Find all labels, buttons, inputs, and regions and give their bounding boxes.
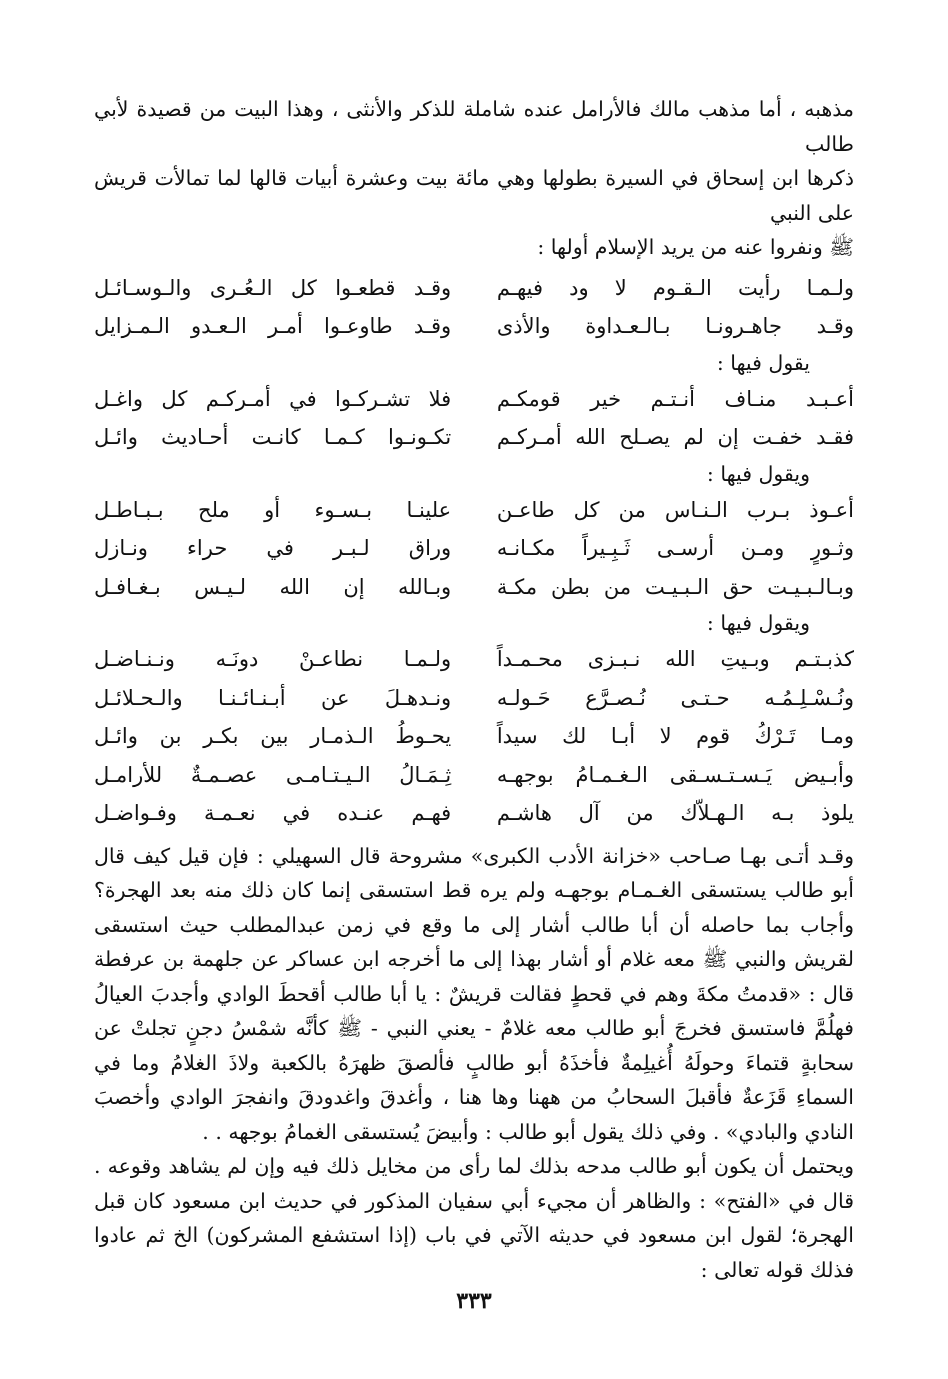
- verse-first-hemistich: ولـمـا رأيت الـقـوم لا ود فيهـم: [496, 275, 854, 300]
- verse-intro: ويقول فيها :: [706, 611, 810, 635]
- verse-second-hemistich: وقـد طاوعـوا أمـر الـعـدو الـمـزايل: [94, 314, 452, 338]
- verse-second-hemistich: ولـمـا نطاعـنْ دونَـه ونـنـاضـل: [94, 647, 452, 671]
- commentary: [94, 839, 854, 1288]
- verse-first-hemistich: وقـد جاهـرونـا بـالـعـداوة والأذى: [496, 314, 854, 338]
- verse-second-hemistich: ونـدهـلَ عن أبـنـائـنـا والـحـلائـل: [94, 685, 452, 710]
- verse-first-hemistich: ومـا تَـرْكُ قوم لا أبـا لك سيداً: [496, 724, 854, 748]
- intro-line: ذكرها ابن إسحاق في السيرة بطولها وهي مائة بيت وعشرة أبيات قالها لما تمالأت قريش على النبي: [94, 166, 854, 225]
- poem-verse: [94, 794, 854, 833]
- intro-line: ﷺ ونفروا عنه من يريد الإسلام أولها :: [537, 235, 854, 259]
- verse-second-hemistich: يحـوطُ الـذمـار بين بكـر بن وائـل: [94, 724, 452, 748]
- verse-first-hemistich: يلوذ بـه الـهـلاّك من آل هاشـم: [496, 801, 854, 825]
- verse-second-hemistich: فلا تشـركـوا في أمـركـم كل واغـل: [94, 386, 452, 411]
- poem-verse: [94, 679, 854, 718]
- verse-first-hemistich: وأبـيض يَـسـتـسـقى الـغـمـامُ بوجهـه: [496, 762, 854, 787]
- verse-second-hemistich: فهـم عنـده في نعـمـة وفـواضـل: [94, 801, 452, 825]
- verse-first-hemistich: كذبـتـم وبـيتِ الله نـبـزى محـمـداً: [496, 647, 854, 671]
- verse-intro: يقول فيها :: [716, 350, 810, 375]
- verse-second-hemistich: وراق لـبـر في حراء ونـازل: [94, 536, 452, 560]
- poem-verse: [94, 717, 854, 756]
- poem-verse: [94, 568, 854, 607]
- poem-verse: [94, 269, 854, 308]
- poem-verse: [94, 640, 854, 679]
- commentary-paragraph: ويحتمل أن يكون أبو طالب مدحه بذلك لما رأى من مخايل ذلك فيه وإن لم يشاهد وقوعه . قال في «الفتح» : والظاهر أن مجيء أبي سفيان المذكور في حديث ابن مسعود كان قبل الهجرة؛ لقول ابن مسعود في حديثه الآتي في باب (إذا استشفع المشركون) الخ ثم عادوا فذلك قوله تعالى :: [94, 1154, 854, 1282]
- verse-second-hemistich: تكـونـوا كـمـا كانـت أحـاديث وائـل: [94, 425, 452, 449]
- verse-first-hemistich: وبـالـبـيـت حق الـبـيـت من بطن مكـة: [496, 574, 854, 599]
- intro-paragraph: [94, 92, 854, 265]
- verse-second-hemistich: علينـا بـسـوء أو ملح بـبـاطـل: [94, 497, 452, 522]
- verse-second-hemistich: وبـالله إن الله لـيـس بـغـافـل: [94, 574, 452, 599]
- poem-verse: [94, 380, 854, 419]
- page-number: ٣٣٣: [456, 1288, 492, 1314]
- verse-first-hemistich: أعـبـد منـاف أنـتـم خير قومكـم: [496, 386, 854, 411]
- verse-second-hemistich: وقـد قطعـوا كل الـعُـرى والـوسـائـل: [94, 275, 452, 300]
- verse-second-hemistich: ثِـمَـالُ الـيـتـامـى عصـمـةٌ للأرامـل: [94, 762, 452, 787]
- poem-verse: [94, 307, 854, 346]
- poem-verse: [94, 756, 854, 795]
- poem: [94, 269, 854, 833]
- intro-line: مذهبه ، أما مذهب مالك فالأرامل عنده شاملة للذكر والأنثى ، وهذا البيت من قصيدة لأبي طالب: [94, 97, 854, 156]
- poem-verse: [94, 529, 854, 568]
- verse-first-hemistich: ونُـسْـلِـمُـه حـتـى نُـصـرَّع حَـولـه: [496, 685, 854, 710]
- verse-first-hemistich: أعـوذ بـرب الـنـاس من كل طاعـن: [496, 497, 854, 522]
- poem-verse: [94, 418, 854, 457]
- poem-verse: [94, 491, 854, 530]
- verse-first-hemistich: فقـد خفـت إن لم يصـلح الله أمـركـم: [496, 425, 854, 449]
- verse-first-hemistich: وثـورٍ ومـن أرسـى ثَـبِـيراً مكـانـه: [496, 536, 854, 560]
- verse-intro: ويقول فيها :: [706, 461, 810, 486]
- commentary-paragraph: وقـد أتـى بهـا صـاحب «خزانة الأدب الكبرى» مشروحة قال السهيلي : فإن قيل كيف قال أبو طالب يستسقى الغـمـام بوجهـه ولم يره قط استسقى إنما كان ذلك منه بعد الهجرة؟ وأجاب بما حاصله أن أبا طالب أشار إلى ما وقع في زمن عبدالمطلب حيث استسقى لقريش والنبي ﷺ معه غلام أو أشار بهذا إلى ما أخرجه ابن عساكر عن جلهمة بن عرفطة قال : «قدمتُ مكةَ وهم في قحطٍ فقالت قريشٌ : يا أبا طالب أقحطَ الوادي وأجدبَ العيالُ فهلُمَّ فاستسق فخرجَ أبو طالب معه غلامٌ - يعني النبي - ﷺ كأنَّه شمْسُ دجنٍ تجلتْ عن سحابةٍ قتماءَ وحولَهُ أُغيلِمةٌ فأخذَهُ أبو طالبٍ فألصقَ ظهرَهُ بالكعبة ولاذَ الغلامُ وما في السماءِ قَزَعةٌ فأقبلَ السحابُ من ههنا وها هنا ، وأغدقَ واغدودقَ وانفجرَ الوادي وأخصبَ النادي والبادي» . وفي ذلك يقول أبو طالب : وأبيضَ يُستسقى الغمامُ بوجهه . .: [94, 843, 854, 1144]
